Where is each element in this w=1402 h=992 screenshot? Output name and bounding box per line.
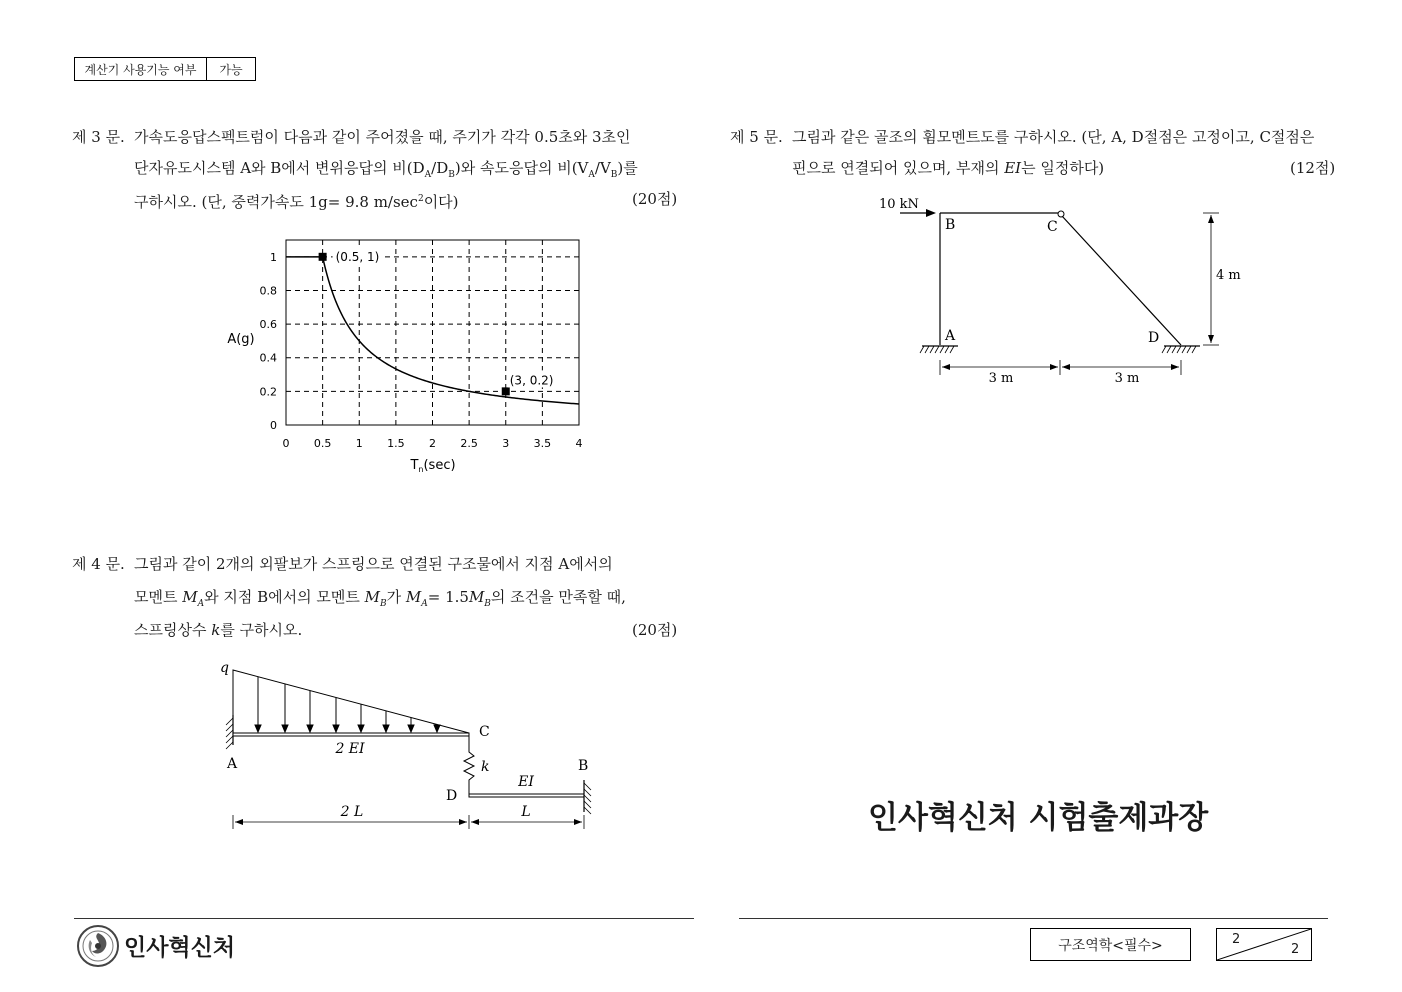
label-w2: 3 m [1114, 371, 1140, 386]
problem3-line3: 구하시오. (단, 중력가속도 1g= 9.8 $m/\sec^2$이다) [134, 193, 459, 211]
footer-logo-text: 인사혁신처 [124, 935, 236, 961]
label-q: q [220, 660, 229, 676]
x-tick-label: 2.5 [460, 437, 478, 450]
y-tick-label: 0 [270, 419, 277, 432]
page-current: 2 [1232, 932, 1241, 947]
support-b-hatch [584, 783, 591, 814]
label-d: D [1148, 330, 1160, 346]
calculator-permission-box [74, 57, 256, 81]
calculator-value: 가능 [219, 62, 243, 77]
y-axis-label: A(g) [227, 332, 255, 347]
problem5-number: 제 5 문. [730, 128, 783, 146]
x-tick-label: 0.5 [313, 437, 332, 450]
x-tick-label: 3.5 [533, 437, 552, 450]
pin-c [1058, 211, 1064, 217]
y-tick-label: 0.4 [259, 351, 277, 365]
y-tick-label: 1 [270, 250, 277, 264]
subject-box [1030, 928, 1191, 961]
agency-title: 인사혁신처 시험출제과장 [868, 800, 1209, 836]
problem4-points: (20점) [632, 621, 678, 639]
load-arrows [255, 677, 440, 732]
member-cd [1062, 216, 1181, 345]
label-b: B [945, 217, 956, 233]
x-tick-label: 1.5 [387, 437, 405, 450]
x-tick-label: 4 [575, 437, 583, 450]
problem3-number: 제 3 문. [72, 128, 125, 146]
load-arrow-head [255, 725, 261, 732]
calculator-label: 계산기 사용기능 여부 [75, 58, 207, 80]
x-tick-label: 2 [429, 437, 436, 450]
agency-logo-icon [76, 924, 120, 968]
problem4-figure [210, 650, 610, 840]
load-arrow-head [408, 725, 414, 732]
point-annotation: (0.5, 1) [335, 249, 380, 264]
point-annotation: (3, 0.2) [509, 373, 554, 388]
load-arrow-head [358, 725, 364, 732]
label-d: D [446, 788, 458, 804]
x-tick-label: 0 [282, 437, 290, 450]
data-point-marker [502, 387, 510, 395]
label-c: C [479, 724, 490, 740]
load-arrow-head [282, 725, 288, 732]
chart-markers [319, 248, 558, 396]
problem3-line1: 가속도응답스펙트럼이 다음과 같이 주어졌을 때, 주기가 각각 0.5초와 3초인 [134, 128, 631, 146]
problem5-line2: 핀으로 연결되어 있으며, 부재의 EI는 일정하다) [792, 159, 1105, 177]
label-c: C [1047, 219, 1058, 235]
page-indicator [1216, 928, 1312, 961]
problem5-frame-figure [865, 190, 1245, 390]
label-b: B [578, 758, 589, 774]
subject-name: 구조역학<필수> [1058, 937, 1163, 954]
label-2l: 2 L [340, 804, 364, 820]
triangular-load [233, 670, 469, 733]
chart-ticks [260, 251, 583, 450]
label-w1: 3 m [988, 371, 1014, 386]
label-height: 4 m [1216, 268, 1241, 283]
label-a: A [227, 756, 238, 772]
support-a-hatch [226, 718, 233, 749]
problem4-number: 제 4 문. [72, 555, 125, 573]
problem4-line3: 스프링상수 k를 구하시오. [134, 621, 303, 639]
label-a: A [945, 328, 956, 344]
x-axis-label: $T_n(\sec)$ [410, 458, 456, 474]
page-total: 2 [1291, 942, 1300, 957]
x-tick-label: 3 [502, 437, 510, 450]
problem5-line1: 그림과 같은 골조의 휨모멘트도를 구하시오. (단, A, D절점은 고정이고, C절점은 [792, 128, 1315, 146]
x-tick-label: 1 [355, 437, 363, 450]
label-load: 10 kN [879, 197, 919, 212]
label-l: L [521, 804, 531, 820]
problem5-points: (12점) [1290, 159, 1336, 177]
label-k: k [481, 759, 490, 775]
load-arrow-head [434, 725, 440, 732]
response-spectrum-chart [215, 230, 605, 480]
problem3-points: (20점) [632, 190, 678, 208]
footer-rule-left [74, 918, 694, 919]
support-d-hatch [1162, 346, 1196, 353]
load-arrow-head [926, 209, 936, 217]
y-tick-label: 0.6 [259, 318, 277, 332]
load-arrow-head [333, 725, 339, 732]
load-arrow-head [307, 725, 313, 732]
data-point-marker [319, 253, 327, 261]
load-arrow-head [383, 725, 389, 732]
problem4-line2: 모멘트 $M_A$와 지점 B에서의 모멘트 $M_B$가 $M_A= 1.5M_B$의 조건을 만족할 때, [134, 588, 626, 609]
footer-rule-right [739, 918, 1328, 919]
label-2ei: 2 EI [335, 741, 365, 757]
problem4-line1: 그림과 같이 2개의 외팔보가 스프링으로 연결된 구조물에서 지점 A에서의 [134, 555, 613, 573]
support-a-hatch [920, 346, 954, 353]
y-tick-label: 0.8 [259, 284, 277, 298]
chart-grid [286, 240, 579, 425]
spring [464, 736, 474, 795]
y-tick-label: 0.2 [259, 385, 277, 399]
beam-db [469, 794, 584, 797]
label-ei: EI [518, 774, 534, 790]
problem3-line2: 단자유도시스템 A와 B에서 변위응답의 비$(D_A/D_B)$와 속도응답의 비$(V_A/V_B)$를 [134, 159, 638, 180]
